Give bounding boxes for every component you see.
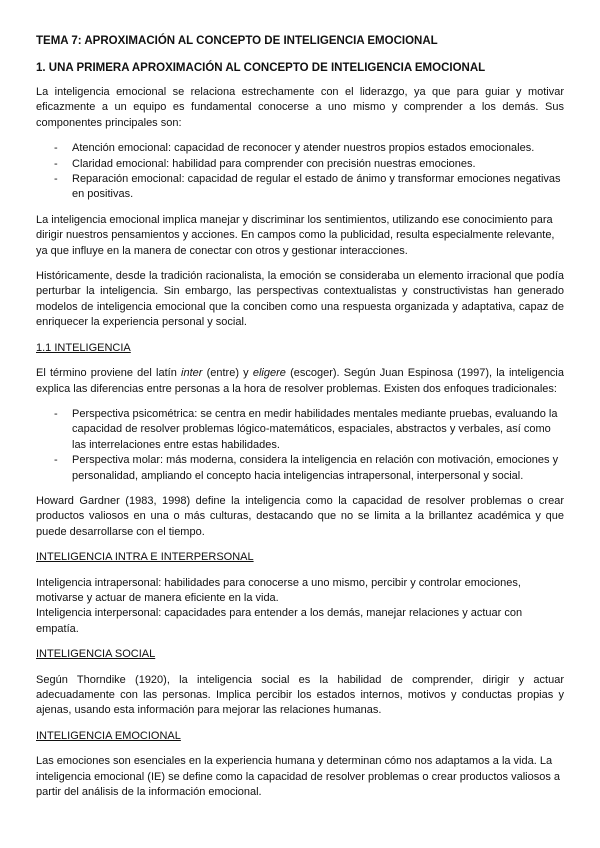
subsection-emocional-heading: INTELIGENCIA EMOCIONAL: [36, 729, 181, 742]
approaches-list: [36, 407, 564, 484]
latin-word-inter: inter: [181, 367, 203, 380]
list-item: - Atención emocional: capacidad de reconocer y atender nuestros propios estados emocionales.: [72, 141, 564, 156]
subsection-social-heading: INTELIGENCIA SOCIAL: [36, 648, 156, 661]
list-item: - Perspectiva molar: más moderna, considera la inteligencia en relación con motivación, emociones y personalidad, ampliando el concepto hacia inteligencias intrapersonal, interpersonal y social.: [72, 453, 564, 484]
list-item: - Claridad emocional: habilidad para comprender con precisión nuestras emociones.: [72, 157, 564, 172]
gardner-paragraph: Howard Gardner (1983, 1998) define la inteligencia como la capacidad de resolver problemas o crear productos valiosos en una o más culturas, destacando que no se limita a la brillantez académica y que puede desarrollarse con el tiempo.: [36, 494, 564, 538]
section-1-heading: 1. UNA PRIMERA APROXIMACIÓN AL CONCEPTO DE INTELIGENCIA EMOCIONAL: [36, 62, 486, 74]
section-1-paragraph-3: Históricamente, desde la tradición racionalista, la emoción se consideraba un elemento irracional que podía perturbar la inteligencia. Sin embargo, las perspectivas contextualistas y constructivistas han generado modelos de inteligencia emocional que la conciben como una respuesta organizada y adaptativa, capaz de enriquecer la experiencia personal y social.: [36, 270, 564, 329]
intrapersonal-definition: Inteligencia intrapersonal: habilidades para conocerse a uno mismo, percibir y controlar emociones, motivarse y actuar de manera eficiente en la vida.: [36, 576, 521, 604]
etymology-paragraph: [36, 366, 564, 397]
subsection-inteligencia-heading: 1.1 INTELIGENCIA: [36, 341, 131, 354]
etymology-post: (escoger). Según Juan Espinosa (1997), la inteligencia explica las diferencias entre personas a la hora de resolver problemas. Existen dos enfoques tradicionales:: [36, 367, 564, 395]
etymology-mid: (entre) y: [202, 367, 253, 380]
social-paragraph: Según Thorndike (1920), la inteligencia social es la habilidad de comprender, dirigir y actuar adecuadamente con las personas. Implica percibir los estados internos, motivos y conductas propias y ajenas, usando esta información para mejorar las relaciones humanas.: [36, 673, 564, 717]
document-title: TEMA 7: APROXIMACIÓN AL CONCEPTO DE INTELIGENCIA EMOCIONAL: [36, 35, 438, 47]
section-1-paragraph-2: La inteligencia emocional implica manejar y discriminar los sentimientos, utilizando ese conocimiento para dirigir nuestros pensamientos y acciones. En campos como la publicidad, resulta especialmente relevante, ya que influye en la manera de conectar con otros y gestionar interacciones.: [36, 213, 555, 257]
list-item: - Reparación emocional: capacidad de regular el estado de ánimo y transformar emociones negativas en positivas.: [72, 172, 564, 203]
subsection-intra-inter-heading: INTELIGENCIA INTRA E INTERPERSONAL: [36, 551, 254, 564]
latin-word-eligere: eligere: [252, 367, 286, 380]
etymology-pre: El término proviene del latín: [36, 367, 182, 380]
section-1-intro: La inteligencia emocional se relaciona estrechamente con el liderazgo, ya que para guiar y motivar eficazmente a un equipo es fundamental conocerse a uno mismo y comprender a los demás. Sus componentes principales son:: [36, 86, 564, 129]
emotional-paragraph: Las emociones son esenciales en la experiencia humana y determinan cómo nos adaptamos a la vida. La inteligencia emocional (IE) se define como la capacidad de resolver problemas o crear productos valiosos a partir del análisis de la información emocional.: [36, 755, 560, 799]
components-list: [36, 141, 564, 203]
list-item: - Perspectiva psicométrica: se centra en medir habilidades mentales mediante pruebas, evaluando la capacidad de resolver problemas lógico-matemáticos, espaciales, abstractos y verbales, así como las interrelaciones entre estas habilidades.: [72, 407, 564, 453]
interpersonal-definition: Inteligencia interpersonal: capacidades para entender a los demás, manejar relaciones y actuar con empatía.: [36, 607, 523, 635]
